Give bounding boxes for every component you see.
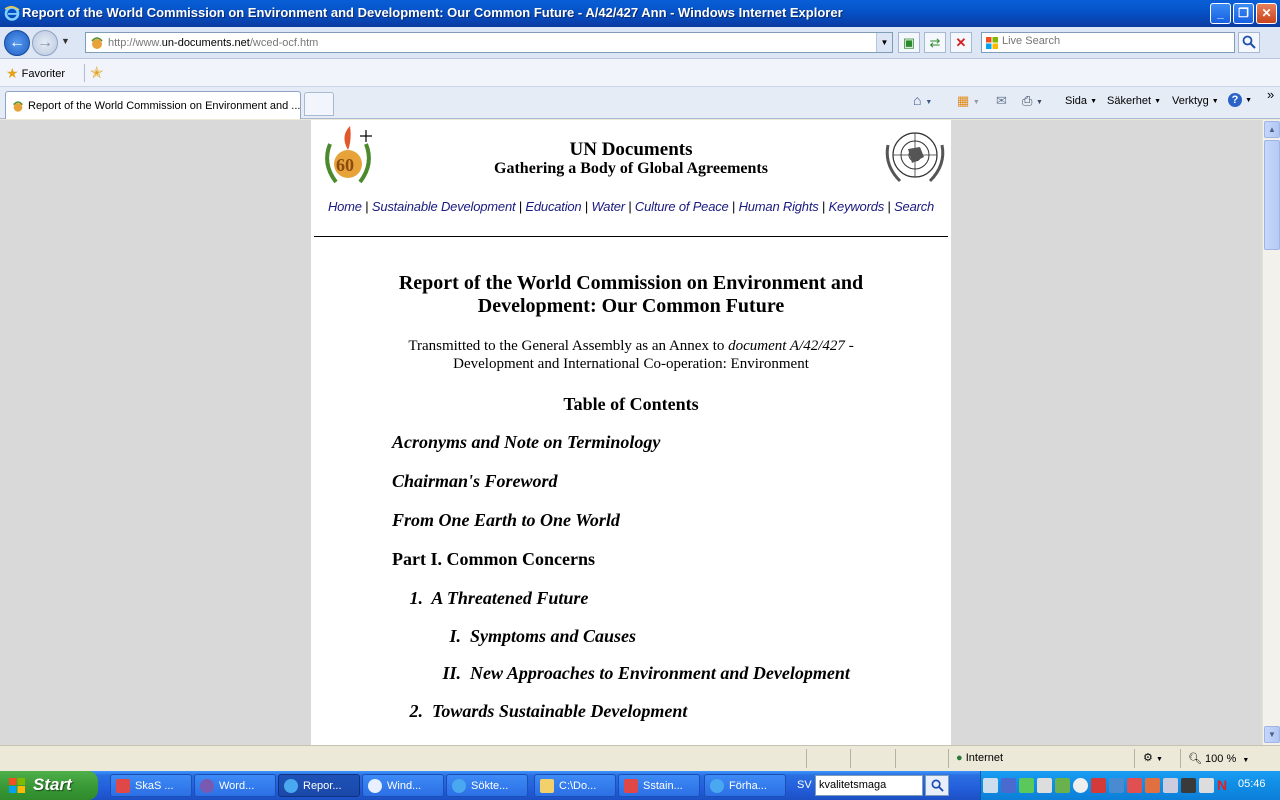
stop-button[interactable]	[950, 32, 972, 53]
windows-live-icon	[985, 36, 999, 50]
nav-search[interactable]: Search	[894, 199, 935, 214]
taskbar-item-search-results[interactable]	[446, 774, 528, 797]
battery-icon[interactable]	[1001, 778, 1016, 793]
chevron-down-icon: ▼	[925, 99, 933, 106]
status-bar	[0, 745, 1280, 771]
toc-link-one-earth[interactable]: From One Earth to One World	[392, 510, 620, 530]
app-icon	[624, 779, 638, 793]
app-icon	[116, 779, 130, 793]
nav-education[interactable]: Education	[525, 199, 582, 214]
document-page	[311, 120, 951, 745]
nav-separator: |	[515, 199, 526, 214]
toc-item-threatened-future[interactable]	[399, 588, 588, 609]
site-subtitle: Gathering a Body of Global Agreements	[494, 160, 768, 177]
document-title-line-1: Report of the World Commission on Environment and	[398, 272, 864, 294]
chevron-down-icon: ▼	[1090, 98, 1098, 105]
magnifier-icon	[1242, 35, 1256, 49]
nav-culture-of-peace[interactable]: Culture of Peace	[634, 199, 729, 214]
svg-text:60: 60	[336, 155, 354, 175]
chevron-down-icon: ▼	[1268, 730, 1276, 739]
transmittal-document-ref: document A/42/427	[728, 338, 845, 354]
help-icon: ?	[1228, 93, 1242, 107]
taskbar-item-label: Wind...	[387, 780, 422, 792]
protected-mode-button[interactable]: ⚙ ▼	[1143, 752, 1163, 764]
nav-keywords[interactable]: Keywords	[828, 199, 885, 214]
taskbar-item-word[interactable]	[194, 774, 276, 797]
transmittal-suffix: -	[844, 338, 854, 354]
recent-pages-dropdown[interactable]: ▼	[61, 36, 70, 46]
close-button[interactable]: ✕	[1256, 3, 1277, 24]
printer-icon: ⎙	[1022, 93, 1033, 108]
chevron-down-icon: ▼	[1036, 99, 1043, 106]
nav-home[interactable]: Home	[327, 199, 362, 214]
page-menu[interactable]	[1065, 95, 1097, 107]
taskbar-item-windows-search[interactable]	[362, 774, 444, 797]
taskbar-item-skas[interactable]	[110, 774, 192, 797]
tab-bar	[0, 87, 1280, 119]
favorites-button[interactable]	[6, 65, 65, 82]
live-search-input[interactable]	[1002, 35, 1232, 47]
transmittal-line-2: Development and International Co-operation: Environment	[453, 356, 809, 372]
add-star-icon: ✭	[90, 65, 104, 82]
arrow-left-icon: ←	[9, 34, 25, 51]
home-button[interactable]	[913, 92, 932, 108]
nav-separator: |	[818, 199, 829, 214]
refresh-icon: ⇄	[929, 35, 941, 50]
nav-separator: |	[361, 199, 372, 214]
language-indicator[interactable]: SV	[797, 779, 812, 791]
toc-number: 2.	[409, 701, 423, 721]
nav-separator: |	[884, 199, 895, 214]
lock-icon: ⚙	[1143, 752, 1153, 764]
refresh-button[interactable]	[924, 32, 946, 53]
toc-item-symptoms[interactable]	[431, 626, 636, 647]
scroll-down-button[interactable]	[1264, 726, 1280, 743]
address-toolbar	[0, 27, 1280, 59]
address-dropdown-button[interactable]: ▼	[876, 33, 892, 52]
status-divider	[948, 749, 949, 768]
live-search-box[interactable]	[981, 32, 1235, 53]
compatibility-view-button[interactable]	[898, 32, 920, 53]
window-title: Report of the World Commission on Environment and Development: Our Common Future - A/42/427 Ann - Windows Internet Explorer	[22, 5, 843, 20]
back-button[interactable]	[4, 30, 30, 56]
search-icon	[368, 779, 382, 793]
mail-icon: ✉	[996, 93, 1007, 108]
toc-link-threatened-future[interactable]: A Threatened Future	[431, 588, 589, 608]
app-tray-icon[interactable]	[1181, 778, 1196, 793]
url-prefix: http://www.	[108, 37, 162, 49]
signal-icon[interactable]	[1019, 778, 1034, 793]
taskbar-item-folder[interactable]	[534, 774, 616, 797]
vertical-scrollbar[interactable]	[1262, 120, 1280, 745]
favorites-bar	[0, 59, 1280, 87]
address-url	[108, 37, 318, 49]
app-icon	[200, 779, 214, 793]
site-title: UN Documents	[569, 139, 693, 160]
new-tab-button[interactable]	[304, 92, 334, 116]
site-favicon-icon	[11, 99, 25, 113]
arrow-right-icon: →	[37, 34, 53, 51]
star-icon: ★	[6, 65, 19, 81]
nav-separator: |	[728, 199, 739, 214]
zoom-icon: 🔍︎	[1188, 753, 1202, 765]
search-tray-icon[interactable]	[1073, 778, 1088, 793]
folder-icon	[540, 779, 554, 793]
taskbar-item-label: Sstain...	[643, 780, 683, 792]
status-divider	[1134, 749, 1135, 768]
status-divider	[1180, 749, 1181, 768]
compatibility-icon: ▣	[902, 35, 916, 50]
page-viewport[interactable]	[0, 120, 1262, 745]
globe-icon: ●	[956, 752, 963, 764]
maximize-button[interactable]: ❐	[1233, 3, 1254, 24]
network-icon[interactable]	[983, 778, 998, 793]
transmittal-prefix: Transmitted to the General Assembly as an Annex to	[408, 338, 729, 354]
transmittal-line-1	[341, 337, 921, 355]
chevron-down-icon: ▼	[972, 99, 980, 106]
nav-human-rights[interactable]: Human Rights	[738, 199, 819, 214]
taskbar-item-label: SkaS ...	[135, 780, 174, 792]
favorites-separator	[84, 64, 85, 82]
volume-icon[interactable]	[1199, 778, 1214, 793]
nav-sustainable-development[interactable]: Sustainable Development	[371, 199, 516, 214]
tools-menu-label: Verktyg	[1172, 95, 1209, 107]
taskbar-item-report[interactable]	[278, 774, 360, 797]
tools-menu[interactable]	[1172, 95, 1219, 107]
stop-icon: ✕	[955, 35, 967, 50]
status-divider	[895, 749, 896, 768]
chevron-up-icon: ▲	[1268, 125, 1276, 134]
toolbar-overflow-button[interactable]: »	[1267, 87, 1275, 102]
system-tray	[980, 771, 1280, 800]
toc-link-chairmans-foreword[interactable]: Chairman's Foreword	[392, 471, 558, 491]
taskbar-item-sstain[interactable]	[618, 774, 700, 797]
norton-icon[interactable]: N	[1217, 777, 1228, 793]
zoom-level: 100 %	[1205, 753, 1237, 765]
address-field[interactable]	[85, 32, 893, 53]
document-title-line-2: Development: Our Common Future	[477, 295, 785, 317]
header-divider	[314, 236, 948, 237]
rss-icon: ▦	[957, 93, 970, 108]
url-host: un-documents.net	[161, 37, 250, 49]
toc-item-sustainable-development[interactable]	[399, 701, 687, 722]
system-clock[interactable]: 05:46	[1238, 778, 1266, 790]
help-menu[interactable]	[1228, 93, 1252, 107]
zoom-control[interactable]	[1188, 752, 1249, 765]
document-title	[341, 272, 921, 318]
internet-explorer-icon	[710, 779, 724, 793]
start-label: Start	[33, 775, 72, 794]
taskbar-item-label: Word...	[219, 780, 255, 792]
windows-flag-icon	[9, 778, 25, 793]
nav-water[interactable]: Water	[591, 199, 625, 214]
page-menu-label: Sida	[1065, 95, 1088, 107]
internet-explorer-icon	[284, 779, 298, 793]
home-icon: ⌂	[913, 92, 922, 108]
add-favorite-button[interactable]	[90, 63, 103, 83]
window-title-bar[interactable]	[0, 0, 1280, 27]
toc-part-one-heading: Part I. Common Concerns	[392, 549, 595, 569]
mail-tray-icon[interactable]	[1127, 778, 1142, 793]
taskbar-item-label: Repor...	[303, 780, 342, 792]
status-divider	[850, 749, 851, 768]
search-go-button[interactable]	[1238, 32, 1260, 53]
chevron-down-icon: ▼	[1245, 97, 1252, 104]
taskbar-item-label: Förha...	[729, 780, 767, 792]
minimize-button[interactable]: _	[1210, 3, 1231, 24]
toc-link-new-approaches[interactable]: New Approaches to Environment and Development	[470, 663, 850, 683]
nav-separator: |	[581, 199, 592, 214]
scrollbar-thumb[interactable]	[1264, 140, 1280, 250]
status-divider	[806, 749, 807, 768]
scroll-up-button[interactable]	[1264, 121, 1280, 138]
taskbar-search-input[interactable]	[819, 779, 919, 791]
magnifier-icon	[931, 779, 944, 792]
toc-link-sustainable-development[interactable]: Towards Sustainable Development	[432, 701, 688, 721]
chevron-down-icon: ▼	[1211, 98, 1219, 105]
monitor-tray-icon[interactable]	[1163, 778, 1178, 793]
chevron-down-icon: ▼	[1242, 757, 1250, 764]
tab-report[interactable]	[5, 91, 301, 119]
taskbar-item-label: Sökte...	[471, 780, 509, 792]
toc-heading: Table of Contents	[563, 394, 699, 414]
taskbar-item-forha[interactable]	[704, 774, 786, 797]
app-tray-icon[interactable]	[1145, 778, 1160, 793]
internet-explorer-icon	[4, 5, 20, 21]
safety-menu[interactable]	[1107, 95, 1161, 107]
toc-number: II.	[442, 663, 461, 683]
device-icon[interactable]	[1037, 778, 1052, 793]
read-mail-button[interactable]	[996, 93, 1007, 109]
toc-number: 1.	[409, 588, 423, 608]
favorites-label: Favoriter	[21, 68, 66, 80]
taskbar-search-button[interactable]	[925, 775, 949, 796]
start-button[interactable]	[0, 771, 98, 800]
taskbar-item-label: C:\Do...	[559, 780, 597, 792]
toc-link-symptoms[interactable]: Symptoms and Causes	[470, 626, 637, 646]
chevron-down-icon: ▼	[1154, 98, 1162, 105]
url-path: /wced-ocf.htm	[249, 37, 319, 49]
transmittal-note	[341, 337, 921, 373]
site-navigation	[311, 199, 951, 214]
site-favicon-icon	[89, 35, 105, 50]
print-button[interactable]	[1022, 93, 1043, 109]
safety-menu-label: Säkerhet	[1107, 95, 1152, 107]
toc-item-new-approaches[interactable]	[431, 663, 850, 684]
security-tray-icon[interactable]	[1091, 778, 1106, 793]
toc-number: I.	[449, 626, 461, 646]
security-zone-label: Internet	[965, 752, 1004, 764]
tool-tray-icon[interactable]	[1109, 778, 1124, 793]
taskbar-search-box[interactable]	[815, 775, 923, 796]
windows-taskbar	[0, 771, 1280, 800]
toc-link-acronyms[interactable]: Acronyms and Note on Terminology	[392, 432, 661, 452]
internet-explorer-icon	[452, 779, 466, 793]
forward-button[interactable]	[32, 30, 58, 56]
tab-label: Report of the World Commission on Environment and ...	[28, 100, 301, 112]
app-tray-icon[interactable]	[1055, 778, 1070, 793]
nav-separator: |	[624, 199, 635, 214]
feeds-button[interactable]	[957, 93, 980, 109]
security-zone[interactable]	[956, 752, 1003, 764]
